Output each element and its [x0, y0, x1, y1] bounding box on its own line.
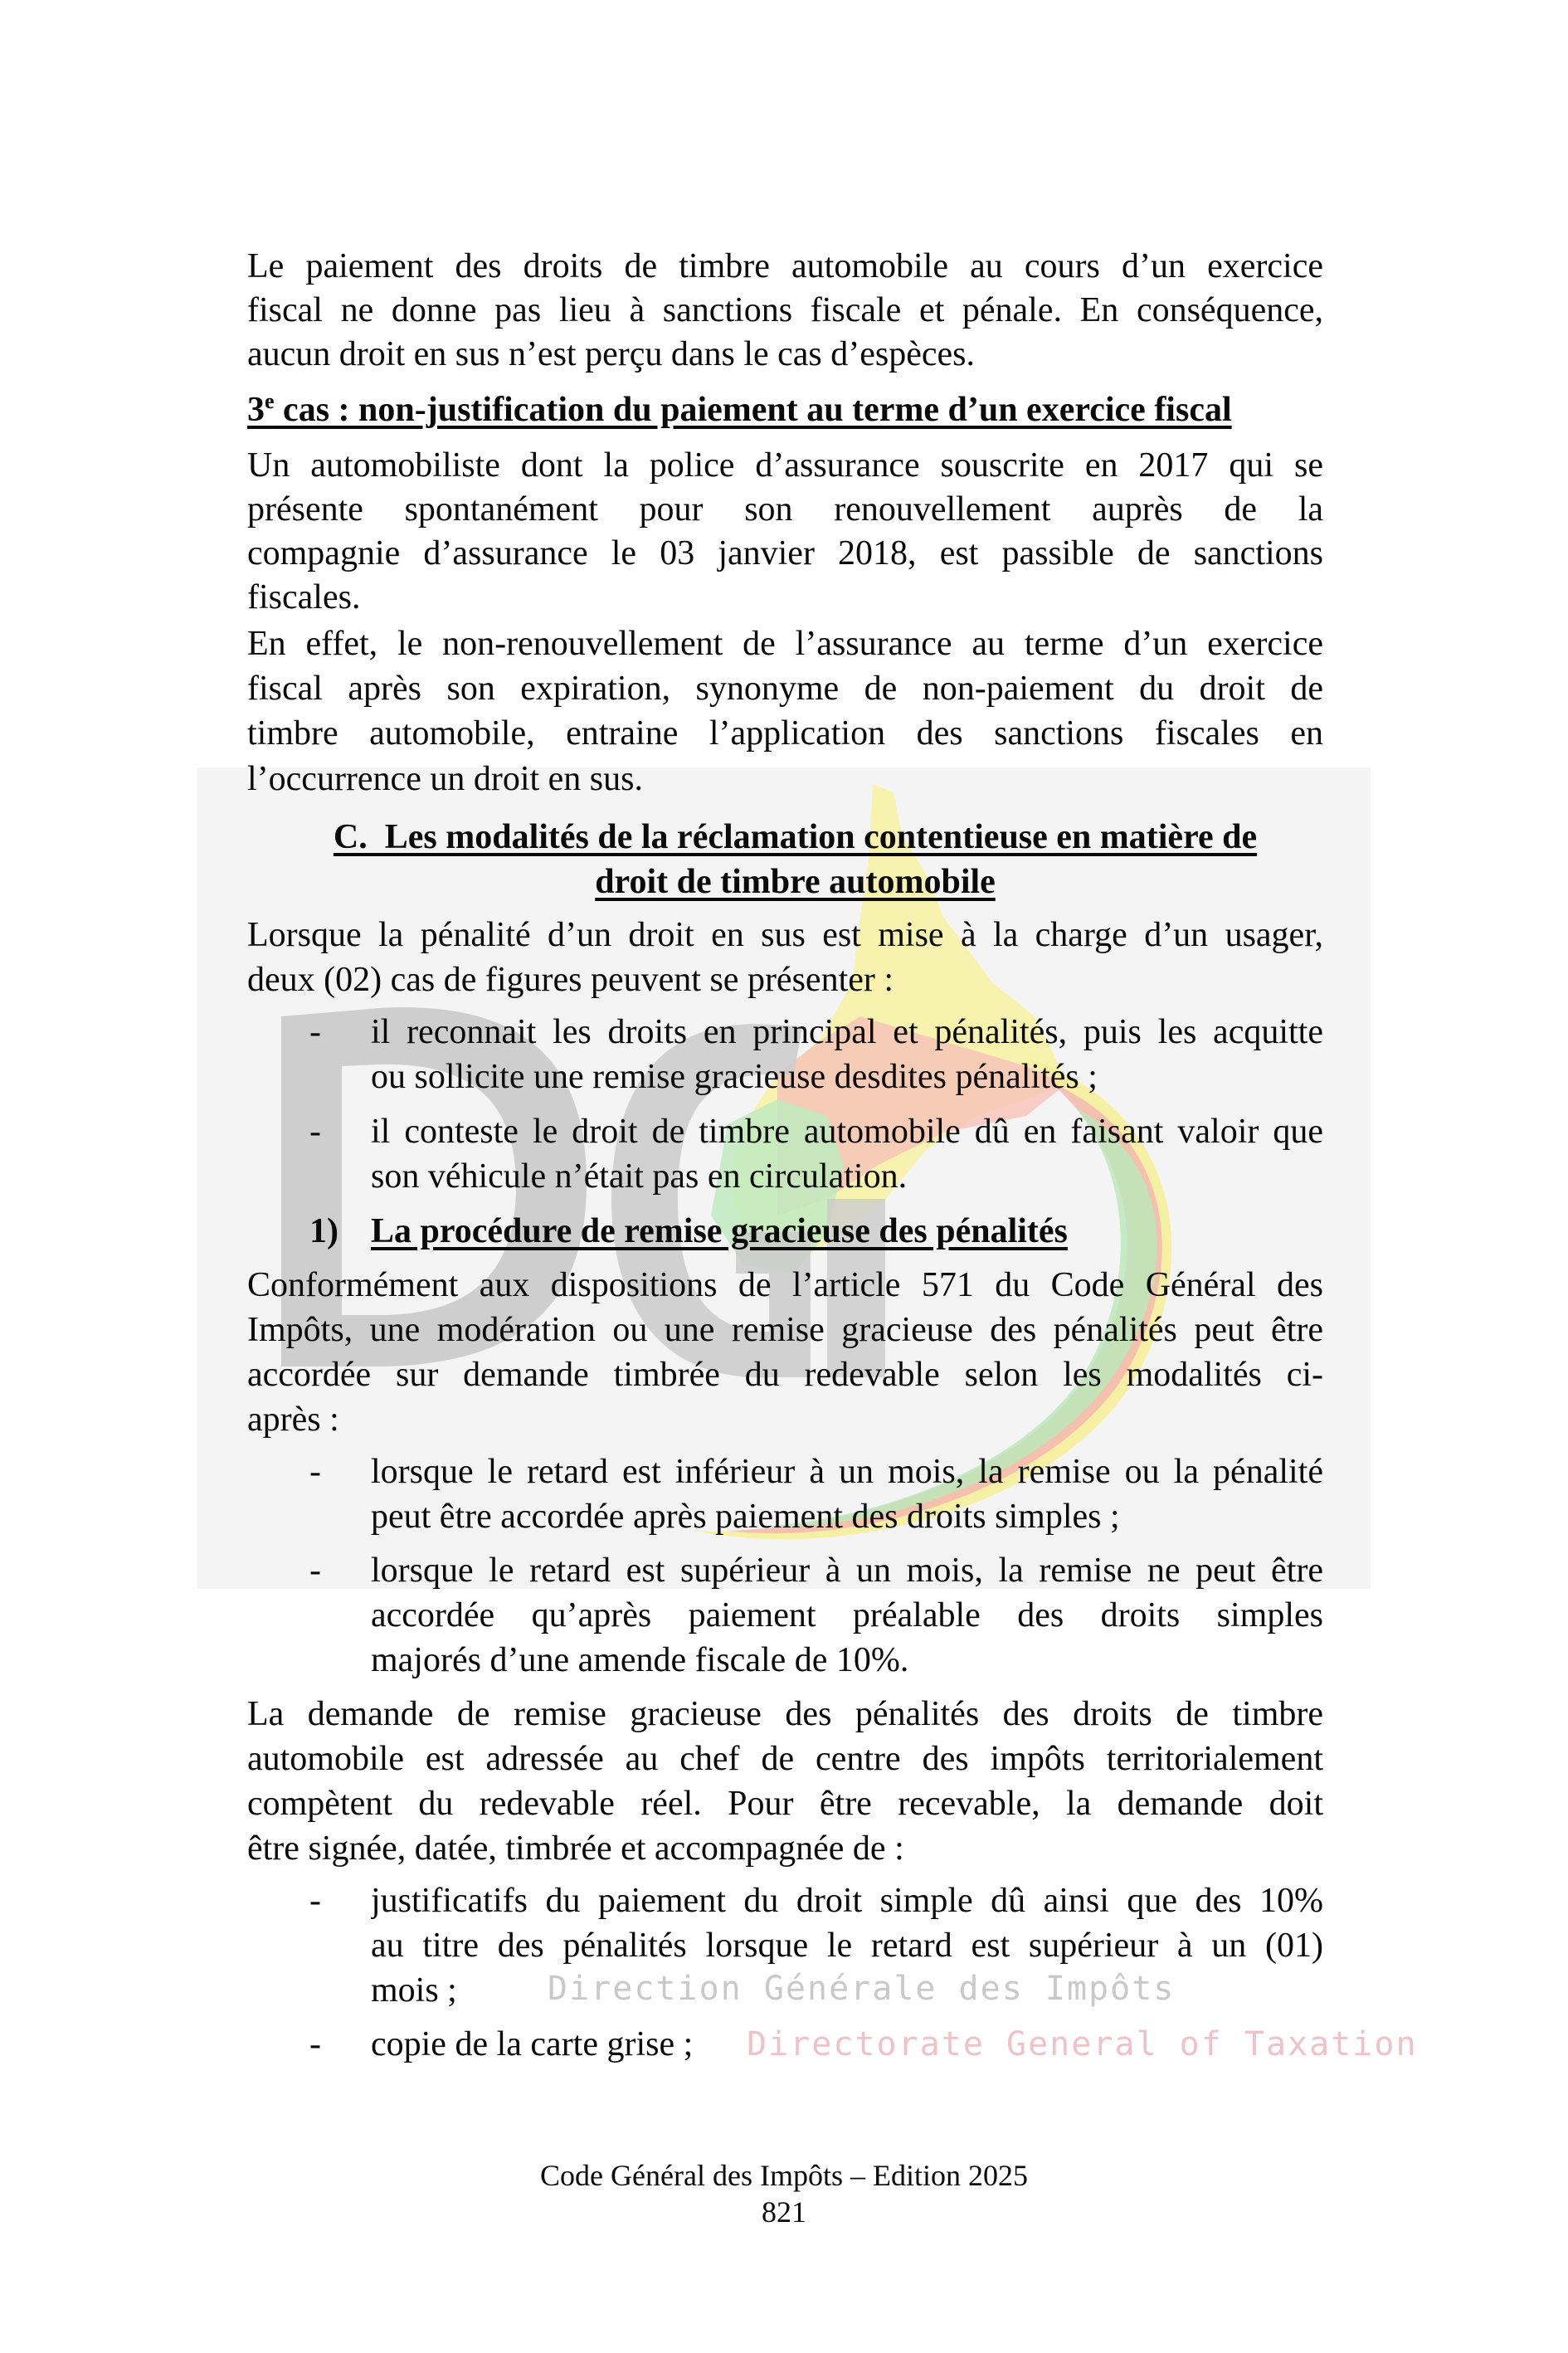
bullet-3-line: lorsque le retard est inférieur à un mois, la remise ou la pénalité: [371, 1453, 1323, 1491]
paragraph-1-line: Le paiement des droits de timbre automobile au cours d’un exercice: [247, 247, 1323, 285]
bullet-4-line: majorés d’une amende fiscale de 10%.: [371, 1641, 909, 1679]
heading-case-3: [247, 387, 1232, 432]
paragraph-3-line: l’occurrence un droit en sus.: [247, 760, 643, 798]
bullet-marker: -: [309, 1552, 321, 1590]
bullet-2-line: il conteste le droit de timbre automobile dû en faisant valoir que: [371, 1113, 1323, 1151]
paragraph-5-line: Conformément aux dispositions de l’article 571 du Code Général des: [247, 1266, 1323, 1304]
paragraph-5-line: accordée sur demande timbrée du redevable selon les modalités ci-: [247, 1356, 1323, 1394]
paragraph-6-line: automobile est adressée au chef de centre des impôts territorialement: [247, 1740, 1323, 1778]
heading-case-3-number: 3: [247, 391, 265, 429]
watermark-line-2: Directorate General of Taxation: [747, 2025, 1418, 2063]
bullet-5-line: mois ;: [371, 1971, 457, 2010]
paragraph-1-line: fiscal ne donne pas lieu à sanctions fiscale et pénale. En conséquence,: [247, 291, 1323, 329]
paragraph-1-line: aucun droit en sus n’est perçu dans le cas d’espèces.: [247, 335, 976, 373]
paragraph-3-line: fiscal après son expiration, synonyme de non-paiement du droit de: [247, 670, 1323, 708]
bullet-marker: -: [309, 1013, 321, 1051]
bullet-2-line: son véhicule n’était pas en circulation.: [371, 1157, 908, 1196]
paragraph-6-line: compètent du redevable réel. Pour être recevable, la demande doit: [247, 1785, 1323, 1823]
paragraph-2-line: Un automobiliste dont la police d’assurance souscrite en 2017 qui se: [247, 446, 1323, 485]
heading-c: [282, 815, 1308, 860]
bullet-5-line: au titre des pénalités lorsque le retard est supérieur à un (01): [371, 1927, 1323, 1965]
bullet-1-line: il reconnait les droits en principal et pénalités, puis les acquitte: [371, 1013, 1323, 1051]
heading-case-3-text: cas : non-justification du paiement au terme d’un exercice fiscal: [274, 391, 1232, 429]
page-number: 821: [762, 2195, 806, 2229]
paragraph-4-line: deux (02) cas de figures peuvent se présenter :: [247, 961, 894, 999]
bullet-marker: -: [309, 2025, 321, 2063]
bullet-6-line: copie de la carte grise ;: [371, 2025, 694, 2063]
paragraph-3-line: timbre automobile, entraine l’application des sanctions fiscales en: [247, 714, 1323, 753]
heading-1-text: La procédure de remise gracieuse des pénalités: [371, 1212, 1068, 1250]
bullet-marker: -: [309, 1453, 321, 1491]
paragraph-5-line: Impôts, une modération ou une remise gracieuse des pénalités peut être: [247, 1311, 1323, 1349]
bullet-4-line: accordée qu’après paiement préalable des droits simples: [371, 1596, 1323, 1634]
bullet-4-line: lorsque le retard est supérieur à un mois, la remise ne peut être: [371, 1552, 1323, 1590]
bullet-marker: -: [309, 1882, 321, 1920]
heading-1: [371, 1209, 1068, 1254]
paragraph-3-line: En effet, le non-renouvellement de l’assurance au terme d’un exercice: [247, 625, 1323, 663]
paragraph-5-line: après :: [247, 1401, 339, 1439]
bullet-5-line: justificatifs du paiement du droit simple dû ainsi que des 10%: [371, 1882, 1323, 1920]
heading-c-line-1: C. Les modalités de la réclamation contentieuse en matière de: [333, 818, 1258, 856]
paragraph-2-line: compagnie d’assurance le 03 janvier 2018, est passible de sanctions: [247, 534, 1323, 572]
paragraph-2-line: fiscales.: [247, 578, 361, 616]
paragraph-4-line: Lorsque la pénalité d’un droit en sus est mise à la charge d’un usager,: [247, 916, 1323, 954]
bullet-marker: -: [309, 1113, 321, 1151]
bullet-1-line: ou sollicite une remise gracieuse desdites pénalités ;: [371, 1058, 1098, 1096]
heading-c-line-2: droit de timbre automobile: [595, 863, 996, 901]
heading-1-number: 1): [309, 1212, 338, 1250]
heading-c-continued: [282, 860, 1308, 904]
paragraph-6-line: être signée, datée, timbrée et accompagnée de :: [247, 1829, 904, 1868]
bullet-3-line: peut être accordée après paiement des droits simples ;: [371, 1498, 1120, 1536]
paragraph-2-line: présente spontanément pour son renouvellement auprès de la: [247, 490, 1323, 529]
paragraph-6-line: La demande de remise gracieuse des pénalités des droits de timbre: [247, 1695, 1323, 1733]
heading-case-3-superscript: e: [265, 389, 275, 413]
footer-title: Code Général des Impôts – Edition 2025: [540, 2159, 1028, 2192]
watermark-line-1: Direction Générale des Impôts: [548, 1970, 1176, 2008]
